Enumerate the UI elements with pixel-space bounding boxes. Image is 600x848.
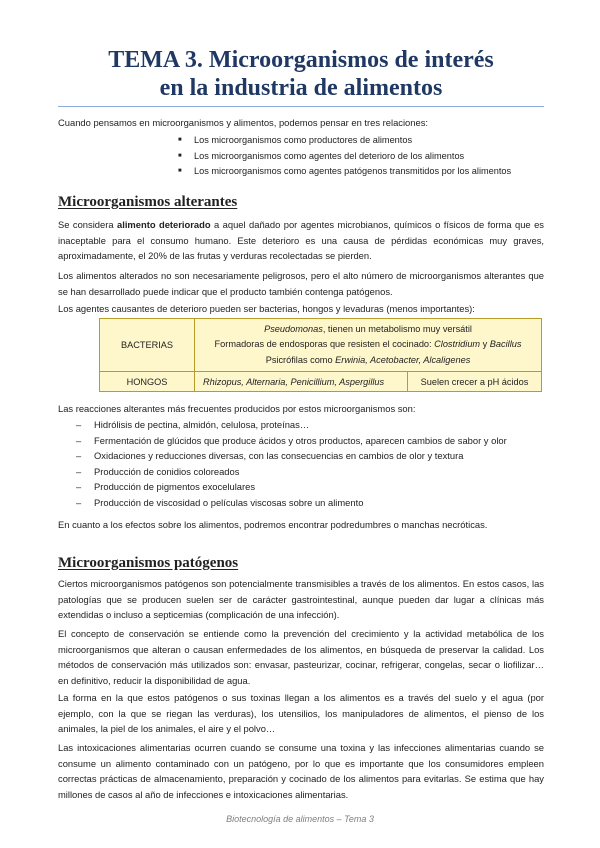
paragraph-transmision: La forma en la que estos patógenos o sus toxinas llegan a los alimentos es a través del suelo y el agua (por ejemplo, con la que se riegan las verduras), los utensilios, los manipuladores de alimentos, el pienso de los animales, la piel de los animales, el aire y el polvo… bbox=[58, 692, 544, 734]
intro-bullet-list bbox=[178, 133, 511, 180]
list-item: – Hidrólisis de pectina, almidón, celulosa, proteínas… bbox=[76, 417, 507, 433]
intro-lead: Cuando pensamos en microorganismos y alimentos, podemos pensar en tres relaciones: bbox=[58, 117, 428, 128]
section-heading-alterantes: Microorganismos alterantes bbox=[58, 194, 238, 210]
list-item: – Producción de conidios coloreados bbox=[76, 464, 507, 480]
list-item: – Producción de viscosidad o películas viscosas sobre un alimento bbox=[76, 495, 507, 511]
table-cell-bacterias bbox=[195, 319, 542, 372]
intro-bullet: ■ Los microorganismos como productores de alimentos bbox=[178, 133, 511, 149]
cell-text: , tienen un metabolismo muy versátil bbox=[322, 323, 472, 334]
deterioration-agents-table bbox=[99, 318, 542, 392]
table-label-bacterias: BACTERIAS bbox=[100, 319, 195, 372]
table-label-hongos: HONGOS bbox=[100, 372, 195, 392]
page-title-line-1: TEMA 3. Microorganismos de interés bbox=[108, 47, 494, 73]
list-item: – Fermentación de glúcidos que produce ácidos y otros productos, aparecen cambios de sabor y olor bbox=[76, 433, 507, 449]
bacterias-line-3 bbox=[199, 353, 537, 369]
page-title-line-2: en la industria de alimentos bbox=[159, 75, 443, 101]
paragraph-agentes: Los agentes causantes de deterioro pueden ser bacterias, hongos y levaduras (menos importantes): bbox=[58, 303, 475, 314]
paragraph-conservacion: El concepto de conservación se entiende como la prevención del crecimiento y la actividad metabólica de los microorganismos que alteran o causan enfermedades de los alimentos, en búsqueda de preservar la calidad. Los métodos de conservación más utilizados son: envasar, pasteurizar, cocinar, refrigerar, congelas, secar o liofilizar… en definitivo, reducir la disponibilidad de agua. bbox=[58, 628, 544, 686]
page-footer: Biotecnología de alimentos – Tema 3 bbox=[226, 814, 374, 824]
list-item: – Producción de pigmentos exocelulares bbox=[76, 479, 507, 495]
intro-bullet: ■ Los microorganismos como agentes patógenos transmitidos por los alimentos bbox=[178, 164, 511, 180]
paragraph-reacciones: Las reacciones alterantes más frecuentes producidos por estos microorganismos son: bbox=[58, 403, 416, 414]
list-item: – Oxidaciones y reducciones diversas, con las consecuencias en cambios de olor y textura bbox=[76, 448, 507, 464]
paragraph-deteriorado bbox=[58, 217, 544, 264]
cell-text: y bbox=[480, 339, 490, 350]
species-name: Erwinia, Acetobacter, Alcaligenes bbox=[335, 354, 471, 365]
reactions-list bbox=[76, 417, 507, 510]
bacterias-line-2 bbox=[199, 337, 537, 353]
paragraph-intoxicaciones: Las intoxicaciones alimentarias ocurren cuando se consume una toxina y las infecciones alimentarias cuando se consume un alimento contaminado con un patógeno, por lo que es importante que los consumidores empleen correctas prácticas de almacenamiento, preparación y cocinado de los alimentos para evitarlas. Se estima que hay millones de casos al año de infecciones e intoxicaciones alimentarias. bbox=[58, 742, 544, 800]
species-name: Clostridium bbox=[434, 339, 481, 350]
cell-text: Formadoras de endosporas que resisten el cocinado: bbox=[214, 339, 435, 350]
table-cell-hongos-note: Suelen crecer a pH ácidos bbox=[408, 372, 542, 392]
intro-bullet: ■ Los microorganismos como agentes del deterioro de los alimentos bbox=[178, 149, 511, 165]
bold-term: alimento deteriorado bbox=[117, 219, 211, 230]
paragraph-text: Se considera bbox=[58, 219, 117, 230]
species-name: Bacillus bbox=[489, 339, 522, 350]
paragraph-patogenos: Ciertos microorganismos patógenos son potencialmente transmisibles a través de los alimentos. En estos casos, las patologías que se producen suelen ser de carácter gastrointestinal, aunque pueden dar lugar a clínicas más extendidas o incluso a septicemias (complicación de una infección). bbox=[58, 578, 544, 620]
table-row-hongos bbox=[100, 372, 542, 392]
species-name: Pseudomonas bbox=[264, 323, 323, 334]
paragraph-text: a aquel dañado por agentes microbianos, químicos o físicos de forma que es inaceptable para el consumo humano. Este deterioro es una causa de pérdidas económicas muy graves, aproximadamente, el 20% de las frutas y verduras recolectadas se pierden. bbox=[58, 219, 544, 261]
title-divider bbox=[58, 106, 544, 107]
page-title bbox=[58, 46, 544, 102]
species-name: Rhizopus, Alternaria, Penicillium, Aspergillus bbox=[203, 376, 385, 387]
paragraph-alterados: Los alimentos alterados no son necesariamente peligrosos, pero el alto número de microorganismos alterantes que se han desarrollado puede indicar que el producto también contenga patógenos. bbox=[58, 270, 544, 297]
bacterias-line-1 bbox=[199, 322, 537, 338]
section-heading-patogenos: Microorganismos patógenos bbox=[58, 555, 239, 571]
table-row-bacterias bbox=[100, 319, 542, 372]
table-cell-hongos-species bbox=[195, 372, 408, 392]
paragraph-efectos: En cuanto a los efectos sobre los alimentos, podremos encontrar podredumbres o manchas necróticas. bbox=[58, 519, 488, 530]
cell-text: Psicrófilas como bbox=[265, 354, 336, 365]
